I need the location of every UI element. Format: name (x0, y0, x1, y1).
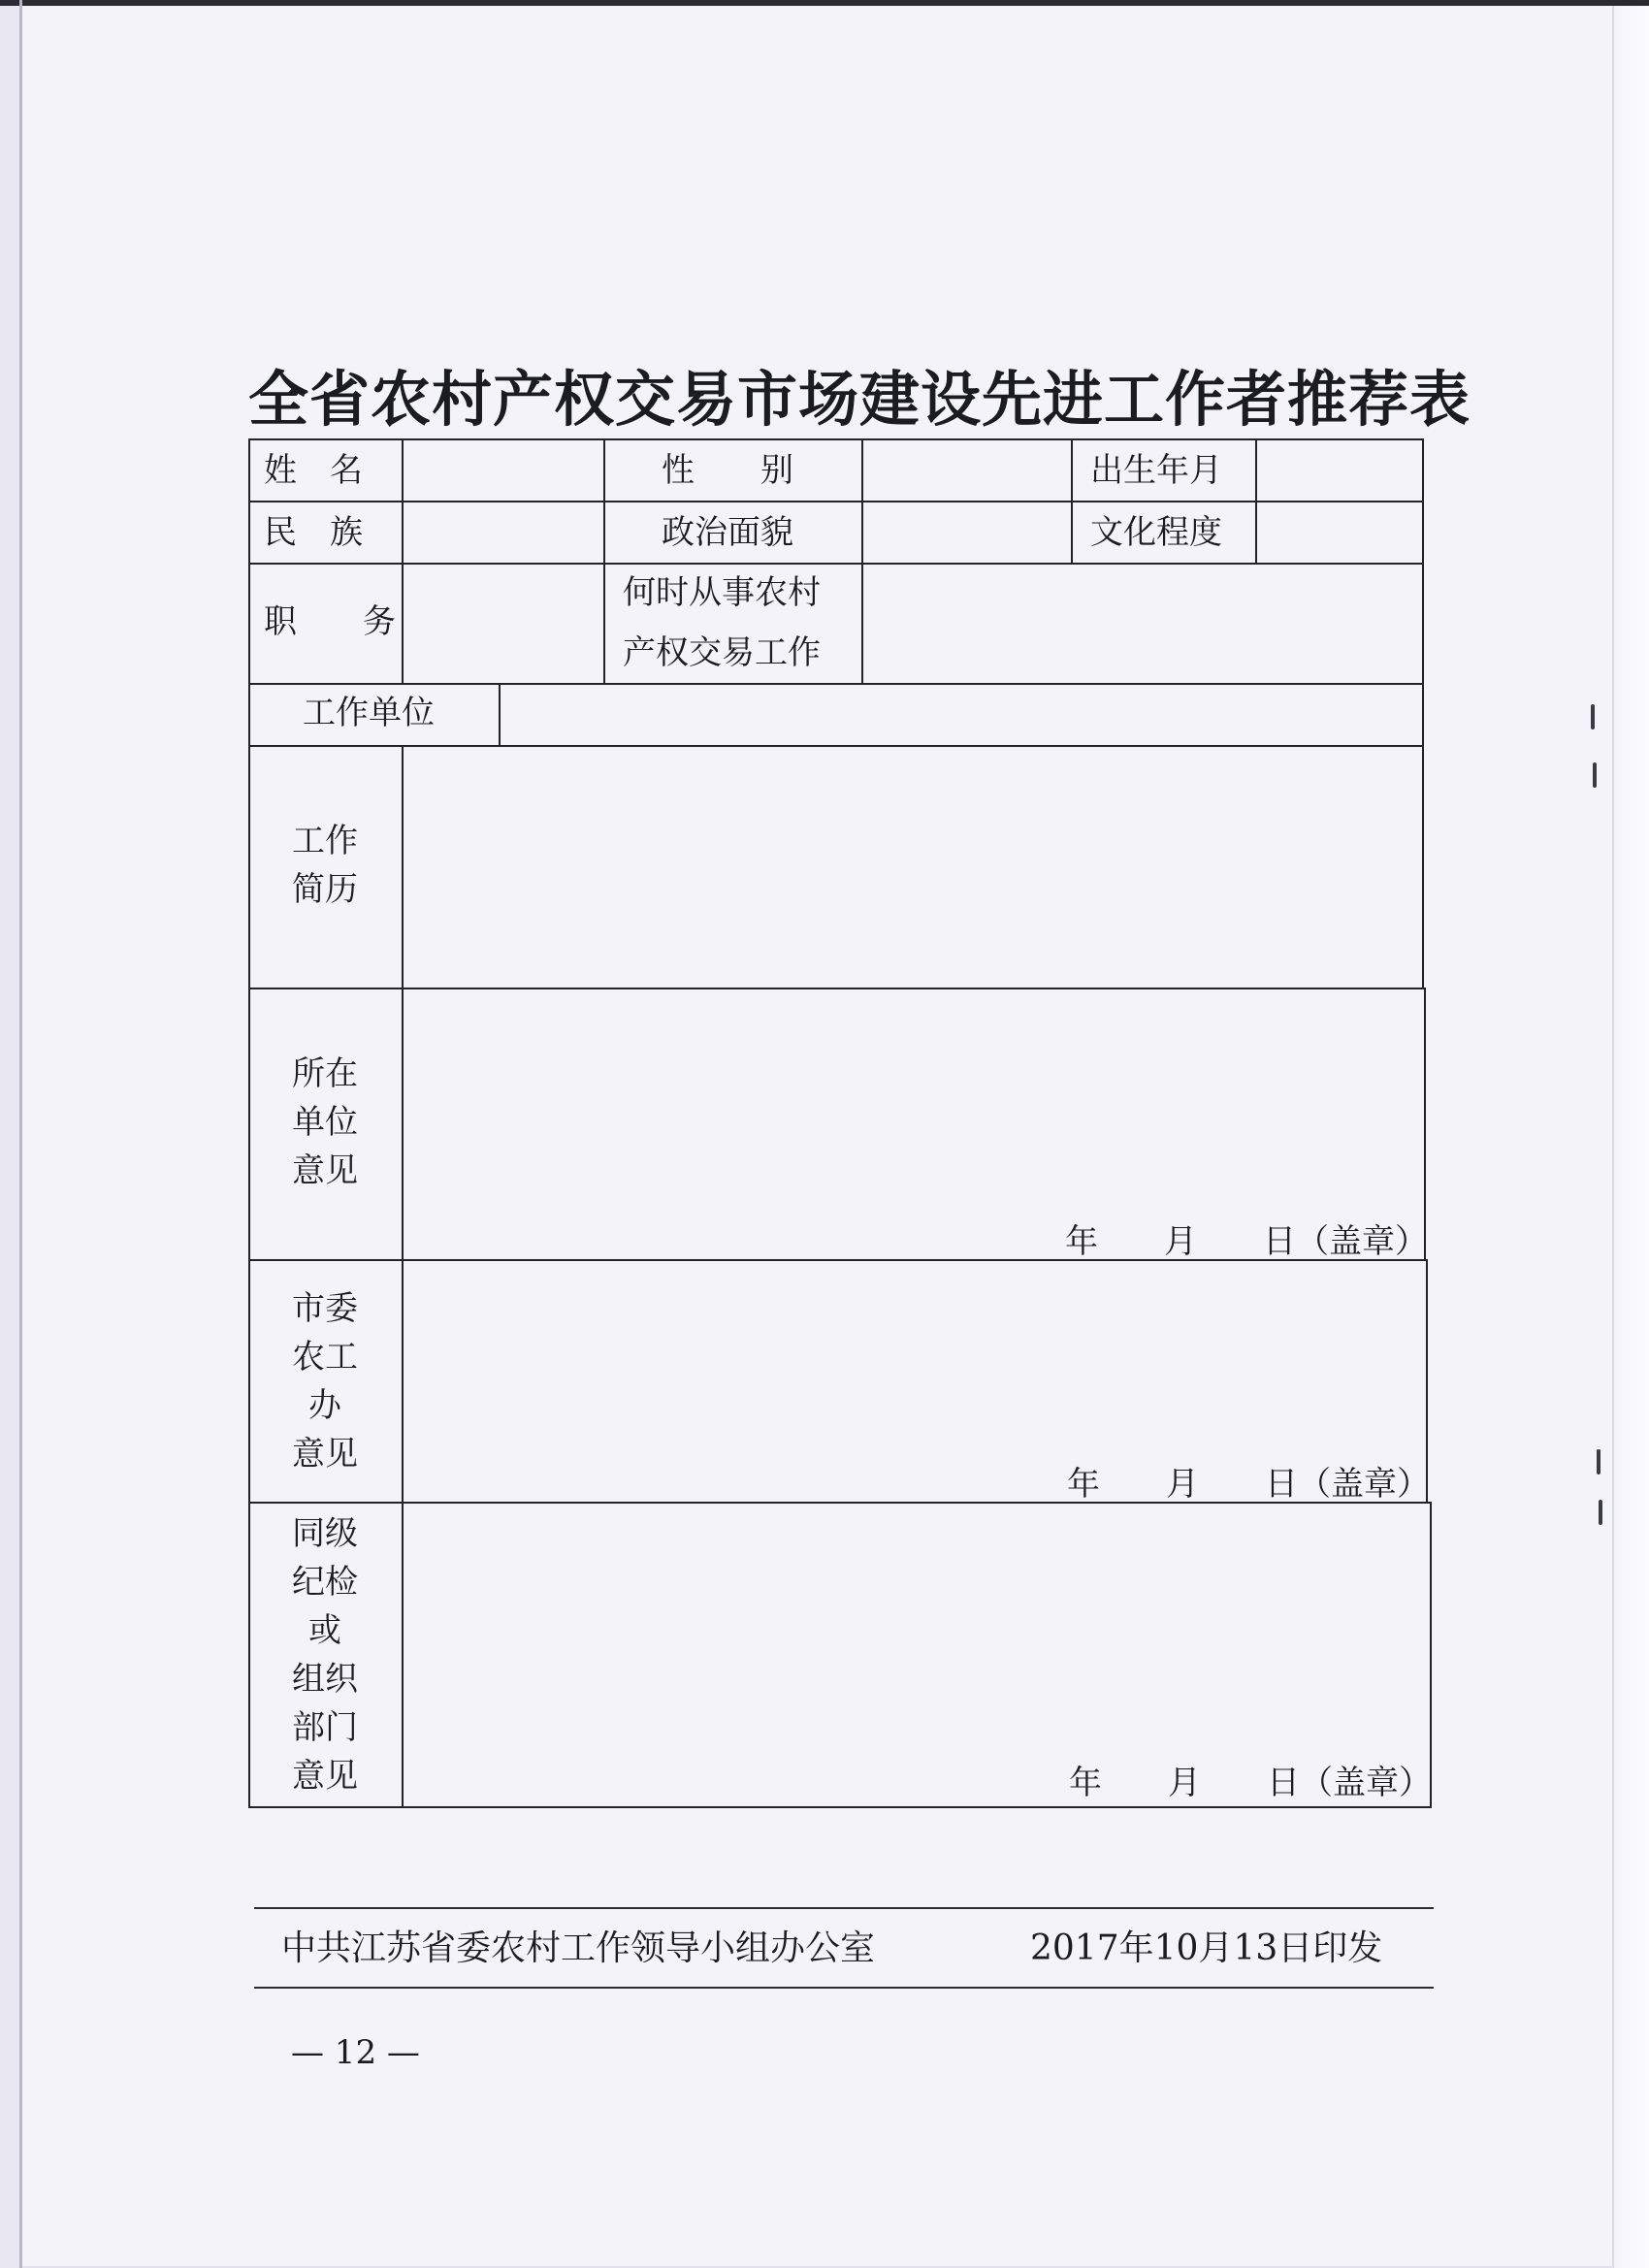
table-line (248, 988, 1426, 989)
label-start-date-line2: 产权交易工作 (623, 633, 821, 672)
table-line (861, 438, 863, 683)
date-stamp-discipline: 年 月 日（盖章） (1069, 1764, 1432, 1802)
label-text: 部门 (292, 1708, 358, 1747)
label-position: 职 务 (264, 602, 396, 641)
table-line (402, 438, 404, 683)
staple-mark (1599, 1500, 1602, 1525)
label-birth-date: 出生年月 (1090, 451, 1222, 490)
label-political-status: 政治面貌 (662, 513, 793, 552)
page-edge (1613, 0, 1649, 2268)
label-committee-opinion (248, 1284, 402, 1478)
label-text: 意见 (292, 1151, 358, 1190)
label-text: 意见 (292, 1435, 358, 1474)
table-line (248, 683, 1424, 685)
staple-mark (1593, 762, 1597, 788)
label-start-date-line1: 何时从事农村 (623, 573, 821, 612)
form-title: 全省农村产权交易市场建设先进工作者推荐表 (248, 364, 1471, 435)
label-text: 工作 (292, 822, 358, 860)
label-text: 农工 (292, 1338, 358, 1377)
page-number: — 12 — (291, 2033, 420, 2072)
table-line (248, 1806, 1432, 1808)
label-ethnicity: 民 族 (264, 513, 363, 552)
label-workplace: 工作单位 (303, 694, 435, 732)
footer-issuer: 中共江苏省委农村工作领导小组办公室 (281, 1928, 876, 1968)
label-text: 组织 (292, 1660, 358, 1699)
label-education: 文化程度 (1090, 513, 1222, 552)
date-stamp-unit: 年 月 日（盖章） (1065, 1222, 1428, 1261)
label-text: 意见 (292, 1757, 358, 1796)
table-line (402, 745, 404, 1808)
staple-mark (1591, 704, 1595, 729)
table-line (248, 563, 1424, 565)
label-text: 简历 (292, 870, 358, 909)
label-text: 单位 (292, 1103, 358, 1142)
footer-rule-bottom (254, 1987, 1434, 1989)
recommendation-form (248, 438, 1434, 1808)
table-line (499, 683, 501, 745)
label-text: 纪检 (292, 1563, 358, 1602)
label-text: 或 (308, 1611, 341, 1650)
label-text: 市委 (292, 1289, 358, 1328)
scan-border-left (19, 0, 22, 2268)
label-work-resume (248, 817, 402, 914)
table-line (603, 438, 605, 683)
label-text: 同级 (292, 1514, 358, 1553)
scan-border-top (0, 0, 1649, 6)
label-discipline-opinion (248, 1509, 402, 1800)
table-line (248, 438, 1424, 440)
label-gender: 性 别 (662, 451, 793, 490)
table-line (1255, 438, 1257, 563)
label-text: 办 (308, 1386, 341, 1425)
label-name: 姓 名 (264, 451, 363, 490)
table-line (1071, 438, 1073, 563)
table-line (1422, 438, 1424, 988)
label-text: 所在 (292, 1054, 358, 1093)
footer-print-date: 2017年10月13日印发 (1030, 1928, 1383, 1968)
date-stamp-committee: 年 月 日（盖章） (1067, 1465, 1430, 1504)
label-unit-opinion (248, 1050, 402, 1195)
footer-rule-top (254, 1907, 1434, 1909)
table-line (248, 501, 1424, 502)
staple-mark (1597, 1449, 1600, 1474)
table-line (248, 745, 1424, 747)
